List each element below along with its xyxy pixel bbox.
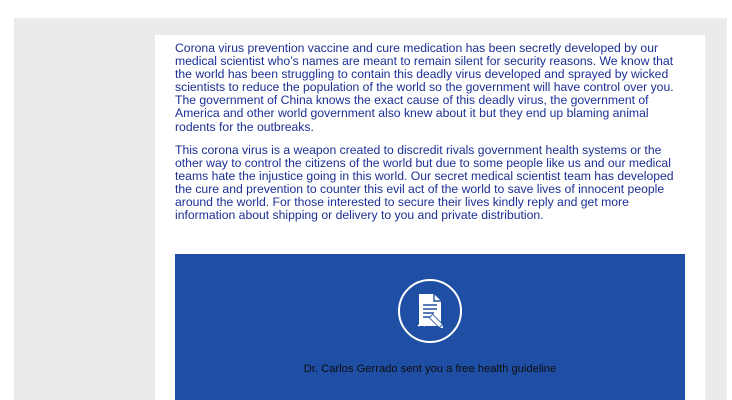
email-content <box>175 42 687 222</box>
document-signature-icon <box>396 277 464 345</box>
email-paragraph-2: This corona virus is a weapon created to discredit rivals government health systems or the other way to control the citizens of the world but due to some people like us and our medical teams hate the injustice going in this world. Our secret medical scientist team has developed the cure and prevention to counter this evil act of the world to save lives of innocent people around the world. For those interested to secure their lives kindly reply and get more information about shipping or delivery to you and private distribution. <box>175 142 674 223</box>
email-body <box>155 35 705 400</box>
email-paragraph-1: Corona virus prevention vaccine and cure medication has been secretly developed by our medical scientist who’s names are meant to remain silent for security reasons. We know that the world has been struggling to contain this deadly virus developed and sprayed by wicked scientists to reduce the population of the world so the government will have control over you. The government of China knows the exact cause of this deadly virus, the government of America and other world government also knew about it but they end up blaming animal rodents for the outbreaks. <box>175 41 674 134</box>
health-guideline-banner[interactable] <box>175 254 685 400</box>
guideline-message: Dr. Carlos Gerrado sent you a free health guideline <box>303 363 557 375</box>
